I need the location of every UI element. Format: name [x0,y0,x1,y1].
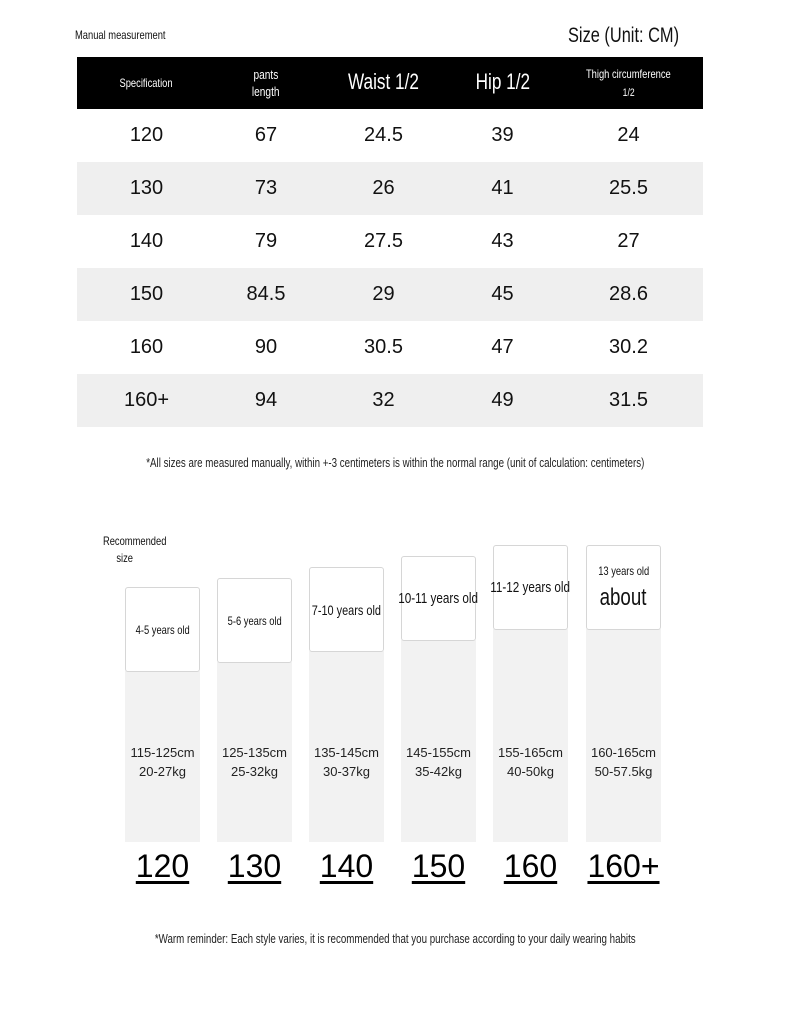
table-row [77,109,703,162]
table-cell: 47 [491,336,514,358]
table-header-row [77,57,703,109]
size-number: 160+ [587,848,660,884]
height-weight-info: 160-165cm 50-57.5kg [590,745,657,779]
table-cell: 27.5 [364,230,403,252]
recommended-size-label: Recommended size [102,534,167,565]
table-cell: 30.5 [364,336,403,358]
table-cell: 30.2 [609,336,648,358]
table-row [77,374,703,427]
recommended-column-160-plus [586,545,661,842]
height-weight-info: 145-155cm 35-42kg [405,745,472,779]
table-cell: 130 [77,162,216,215]
recommended-column-120 [125,587,200,842]
table-row [77,268,703,321]
table-cell: 28.6 [554,268,703,321]
size-number: 150 [411,848,466,884]
column-bar [586,629,661,842]
table-cell: 140 [129,230,164,252]
height-weight-info: 115-125cm 20-27kg [130,745,195,779]
recommended-column-160 [490,545,571,842]
table-cell: 49 [451,374,554,427]
age-box: 5-6 years old [217,578,292,663]
table-cell: 24.5 [364,124,403,146]
table-cell: 31.5 [554,374,703,427]
table-cell: 160 [129,336,164,358]
age-box: 11-12 years old [493,545,568,630]
table-cell: 67 [254,124,278,146]
table-cell: 90 [254,336,278,358]
header-specification: Specification [77,57,216,109]
table-cell: 32 [316,374,451,427]
table-cell: 94 [216,374,316,427]
size-unit-title: Size (Unit: CM) [568,24,680,47]
warm-reminder-note: *Warm reminder: Each style varies, it is recommended that you purchase according to your daily wearing habits [154,932,636,946]
size-chart-table [77,57,703,427]
table-cell: 24 [617,124,640,146]
table-cell: 73 [216,162,316,215]
age-box: 13 years old about [586,545,661,630]
table-cell: 26 [316,162,451,215]
manual-measurement-label: Manual measurement [75,28,166,42]
table-cell: 43 [491,230,514,252]
table-cell: 25.5 [554,162,703,215]
recommended-column-150 [398,556,479,842]
height-weight-info: 125-135cm 25-32kg [221,745,288,779]
age-box: 10-11 years old [401,556,476,641]
table-row [77,321,703,374]
age-box: 4-5 years old [125,587,200,672]
table-cell: 39 [491,124,514,146]
column-bar [493,629,568,842]
table-cell: 84.5 [216,268,316,321]
size-number: 140 [319,848,374,884]
height-weight-info: 155-165cm 40-50kg [497,745,564,779]
table-cell: 160+ [77,374,216,427]
table-footnote: *All sizes are measured manually, within +-3 centimeters is within the normal range (unit of calculation: centimeters) [145,456,645,470]
table-cell: 29 [316,268,451,321]
table-row [77,162,703,215]
table-cell: 27 [617,230,640,252]
age-box: 7-10 years old [309,567,384,652]
size-number: 120 [135,848,190,884]
table-cell: 79 [254,230,278,252]
recommended-column-130 [217,578,292,842]
recommended-column-140 [309,567,384,842]
table-cell: 45 [451,268,554,321]
header-pants-length: pants length [216,57,316,109]
header-waist: Waist 1/2 [316,57,451,109]
table-cell: 150 [77,268,216,321]
header-hip: Hip 1/2 [451,57,554,109]
table-cell: 41 [451,162,554,215]
size-number: 160 [503,848,558,884]
header-thigh: Thigh circumference 1/2 [554,57,703,109]
size-number: 130 [227,848,282,884]
table-row [77,215,703,268]
table-cell: 120 [129,124,164,146]
height-weight-info: 135-145cm 30-37kg [313,745,380,779]
column-bar [401,640,476,842]
